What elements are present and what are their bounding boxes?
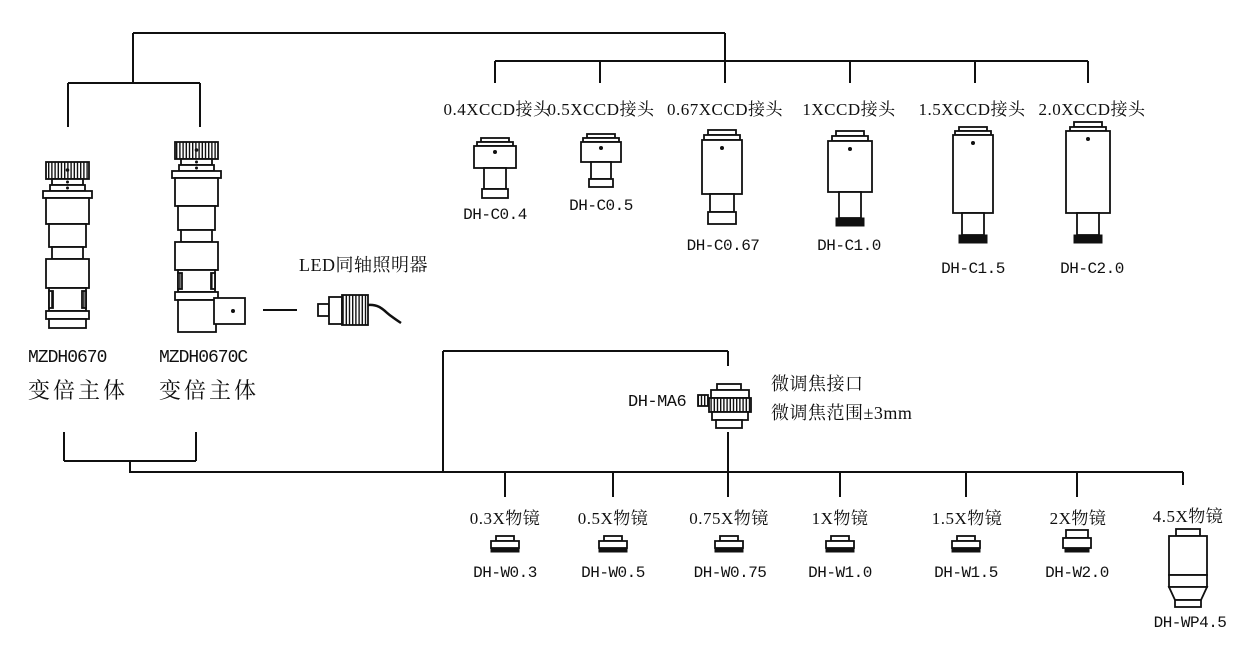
connector-focus-branch: [443, 351, 728, 497]
ccd-adapter-model-c10: DH-C1.0: [817, 237, 881, 255]
objective-model-w15: DH-W1.5: [934, 564, 998, 582]
ccd-adapter-c05-drawing: [581, 134, 621, 187]
body-label-mzdh0670: 变倍主体: [28, 378, 129, 403]
objective-label-1x: 1X物镜: [811, 509, 869, 528]
objective-w075-drawing: [715, 536, 743, 552]
ccd-adapter-label-067x: 0.67XCCD接头: [667, 100, 783, 119]
ccd-adapter-label-20x: 2.0XCCD接头: [1038, 100, 1146, 119]
objective-model-w20: DH-W2.0: [1045, 564, 1109, 582]
ccd-adapter-label-05x: 0.5XCCD接头: [547, 100, 655, 119]
zoom-body-mzdh0670-drawing: [43, 162, 92, 328]
focus-adapter-dh-ma6-drawing: [698, 384, 751, 428]
ccd-adapter-c20-drawing: [1066, 122, 1110, 243]
objective-model-w10: DH-W1.0: [808, 564, 872, 582]
ccd-adapter-c10-drawing: [828, 131, 872, 226]
led-illuminator-drawing: [318, 295, 401, 325]
objective-w05-drawing: [599, 536, 627, 552]
body-model-mzdh0670: MZDH0670: [28, 348, 107, 368]
ccd-adapter-label-1x: 1XCCD接头: [802, 100, 896, 119]
ccd-adapter-model-c067: DH-C0.67: [686, 237, 760, 255]
led-illuminator-label: LED同轴照明器: [299, 255, 428, 275]
objective-label-2x: 2X物镜: [1049, 509, 1107, 528]
objective-label-03x: 0.3X物镜: [469, 509, 541, 528]
objective-w15-drawing: [952, 536, 980, 552]
objective-label-45x: 4.5X物镜: [1152, 507, 1224, 526]
body-label-mzdh0670c: 变倍主体: [159, 378, 260, 403]
connector-ccd-branch: [495, 61, 1088, 83]
objective-w10-drawing: [826, 536, 854, 552]
ccd-adapter-c067-drawing: [702, 130, 742, 224]
objective-label-15x: 1.5X物镜: [931, 509, 1003, 528]
objective-model-wp45: DH-WP4.5: [1153, 614, 1227, 632]
focus-adapter-note-line2: 微调焦范围±3mm: [771, 403, 913, 423]
ccd-adapter-c04-drawing: [474, 138, 516, 198]
ccd-adapter-model-c05: DH-C0.5: [569, 197, 633, 215]
objective-label-075x: 0.75X物镜: [689, 509, 769, 528]
focus-adapter-model: DH-MA6: [628, 393, 687, 412]
focus-adapter-note-line1: 微调焦接口: [771, 374, 864, 394]
ccd-adapter-model-c20: DH-C2.0: [1060, 260, 1124, 278]
ccd-adapter-c15-drawing: [953, 127, 993, 243]
objective-model-w075: DH-W0.75: [693, 564, 767, 582]
objective-label-05x: 0.5X物镜: [577, 509, 649, 528]
ccd-adapter-model-c04: DH-C0.4: [463, 206, 527, 224]
ccd-adapter-label-15x: 1.5XCCD接头: [918, 100, 1026, 119]
ccd-adapter-label-04x: 0.4XCCD接头: [443, 100, 551, 119]
objective-w03-drawing: [491, 536, 519, 552]
objective-model-w03: DH-W0.3: [473, 564, 537, 582]
connector-bottom-branch: [64, 432, 1183, 497]
led-cable: [368, 305, 401, 323]
objective-model-w05: DH-W0.5: [581, 564, 645, 582]
objective-w20-drawing: [1063, 530, 1091, 552]
objective-wp45-drawing: [1169, 529, 1207, 607]
ccd-adapter-model-c15: DH-C1.5: [941, 260, 1005, 278]
zoom-body-mzdh0670c-drawing: [172, 142, 245, 332]
body-model-mzdh0670c: MZDH0670C: [159, 348, 248, 368]
